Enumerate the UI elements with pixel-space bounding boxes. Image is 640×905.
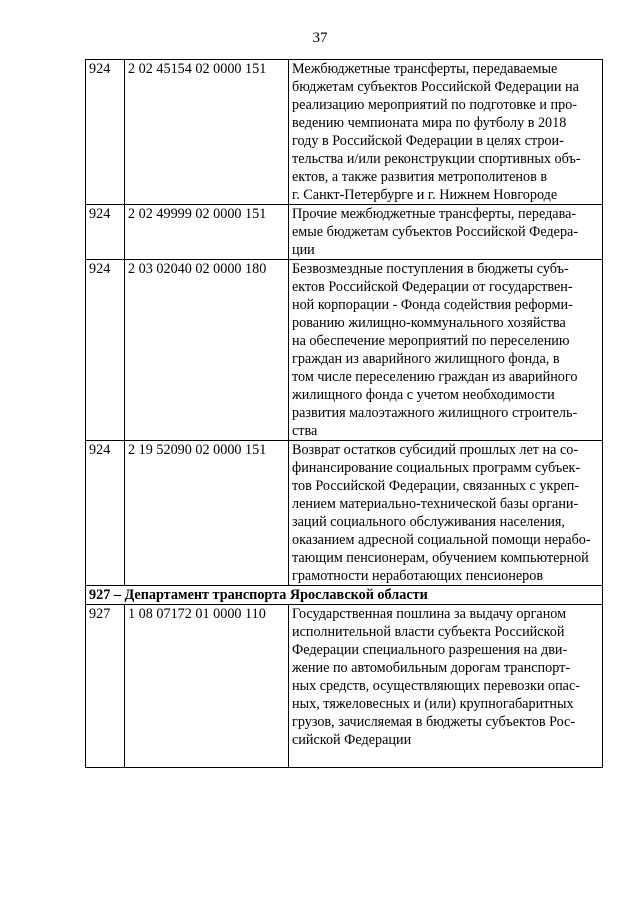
table-row: [86, 260, 603, 441]
description-line: Прочие межбюджетные трансферты, передава-: [292, 206, 577, 222]
admin-code-cell: 927: [86, 605, 125, 768]
description-line: ной корпорации - Фонда содействия реформи-: [292, 297, 573, 313]
table-row: [86, 205, 603, 260]
page-number: 37: [312, 30, 328, 46]
description-line: ектов, а также развития метрополитенов в: [292, 169, 548, 185]
description-line: том числе переселению граждан из аварийного: [292, 369, 578, 385]
classification-code-cell: 1 08 07172 01 0000 110: [125, 605, 289, 768]
description-cell: [289, 441, 603, 586]
classification-code-cell: 2 03 02040 02 0000 180: [125, 260, 289, 441]
description-cell: [289, 60, 603, 205]
description-line: граждан из аварийного жилищного фонда, в: [292, 351, 560, 367]
admin-code-cell: 924: [86, 60, 125, 205]
table-row: [86, 60, 603, 205]
description-line: Государственная пошлина за выдачу органом: [292, 606, 567, 622]
description-line: Возврат остатков субсидий прошлых лет на со-: [292, 442, 579, 458]
description-line: развития малоэтажного жилищного строитель-: [292, 405, 578, 421]
section-header-row: [86, 586, 603, 605]
description-line: оказанием адресной социальной помощи нерабо-: [292, 532, 591, 548]
description-line: жилищного фонда с учетом необходимости: [292, 387, 555, 403]
description-line: ектов Российской Федерации от государствен-: [292, 279, 573, 295]
classification-code-cell: 2 02 49999 02 0000 151: [125, 205, 289, 260]
description-line: Безвозмездные поступления в бюджеты субъ-: [292, 261, 569, 277]
admin-code-cell: 924: [86, 260, 125, 441]
description-line: емые бюджетам субъектов Российской Федера-: [292, 224, 579, 240]
description-line: ных, тяжеловесных и (или) крупногабаритных: [292, 696, 574, 712]
description-line: грамотности неработающих пенсионеров: [292, 568, 544, 584]
description-line: году в Российской Федерации в целях строи-: [292, 133, 564, 149]
admin-code-cell: 924: [86, 441, 125, 586]
admin-code-cell: 924: [86, 205, 125, 260]
description-line: рованию жилищно-коммунального хозяйства: [292, 315, 566, 331]
revenue-classifier-table: [85, 59, 603, 768]
description-line: тающим пенсионерам, обучением компьютерной: [292, 550, 589, 566]
table-row: [86, 441, 603, 586]
description-line: лением материально-технической базы органи-: [292, 496, 579, 512]
description-line: сийской Федерации: [292, 732, 412, 748]
description-cell: [289, 205, 603, 260]
description-line: ции: [292, 242, 315, 258]
description-line: тельства и/или реконструкции спортивных объ-: [292, 151, 581, 167]
description-line: ства: [292, 423, 318, 439]
description-line: г. Санкт-Петербурге и г. Нижнем Новгороде: [292, 187, 558, 203]
description-line: ных средств, осуществляющих перевозки опас-: [292, 678, 580, 694]
description-line: реализацию мероприятий по подготовке и про-: [292, 97, 578, 113]
description-line: Федерации специального разрешения на дви-: [292, 642, 568, 658]
table-row: [86, 605, 603, 768]
description-cell: [289, 260, 603, 441]
description-line: финансирование социальных программ субъек-: [292, 460, 581, 476]
section-header: 927 – Департамент транспорта Ярославской области: [86, 586, 603, 605]
description-line: жение по автомобильным дорогам транспорт-: [292, 660, 571, 676]
classification-code-cell: 2 19 52090 02 0000 151: [125, 441, 289, 586]
description-line: ведению чемпионата мира по футболу в 2018: [292, 115, 567, 131]
description-line: грузов, зачисляемая в бюджеты субъектов Рос-: [292, 714, 576, 730]
description-cell: [289, 605, 603, 768]
description-line: Межбюджетные трансферты, передаваемые: [292, 61, 558, 77]
description-line: тов Российской Федерации, связанных с укреп-: [292, 478, 580, 494]
classification-code-cell: 2 02 45154 02 0000 151: [125, 60, 289, 205]
description-line: исполнительной власти субъекта Российской: [292, 624, 565, 640]
description-line: на обеспечение мероприятий по переселению: [292, 333, 570, 349]
description-line: заций социального обслуживания населения,: [292, 514, 565, 530]
description-line: бюджетам субъектов Российской Федерации на: [292, 79, 579, 95]
